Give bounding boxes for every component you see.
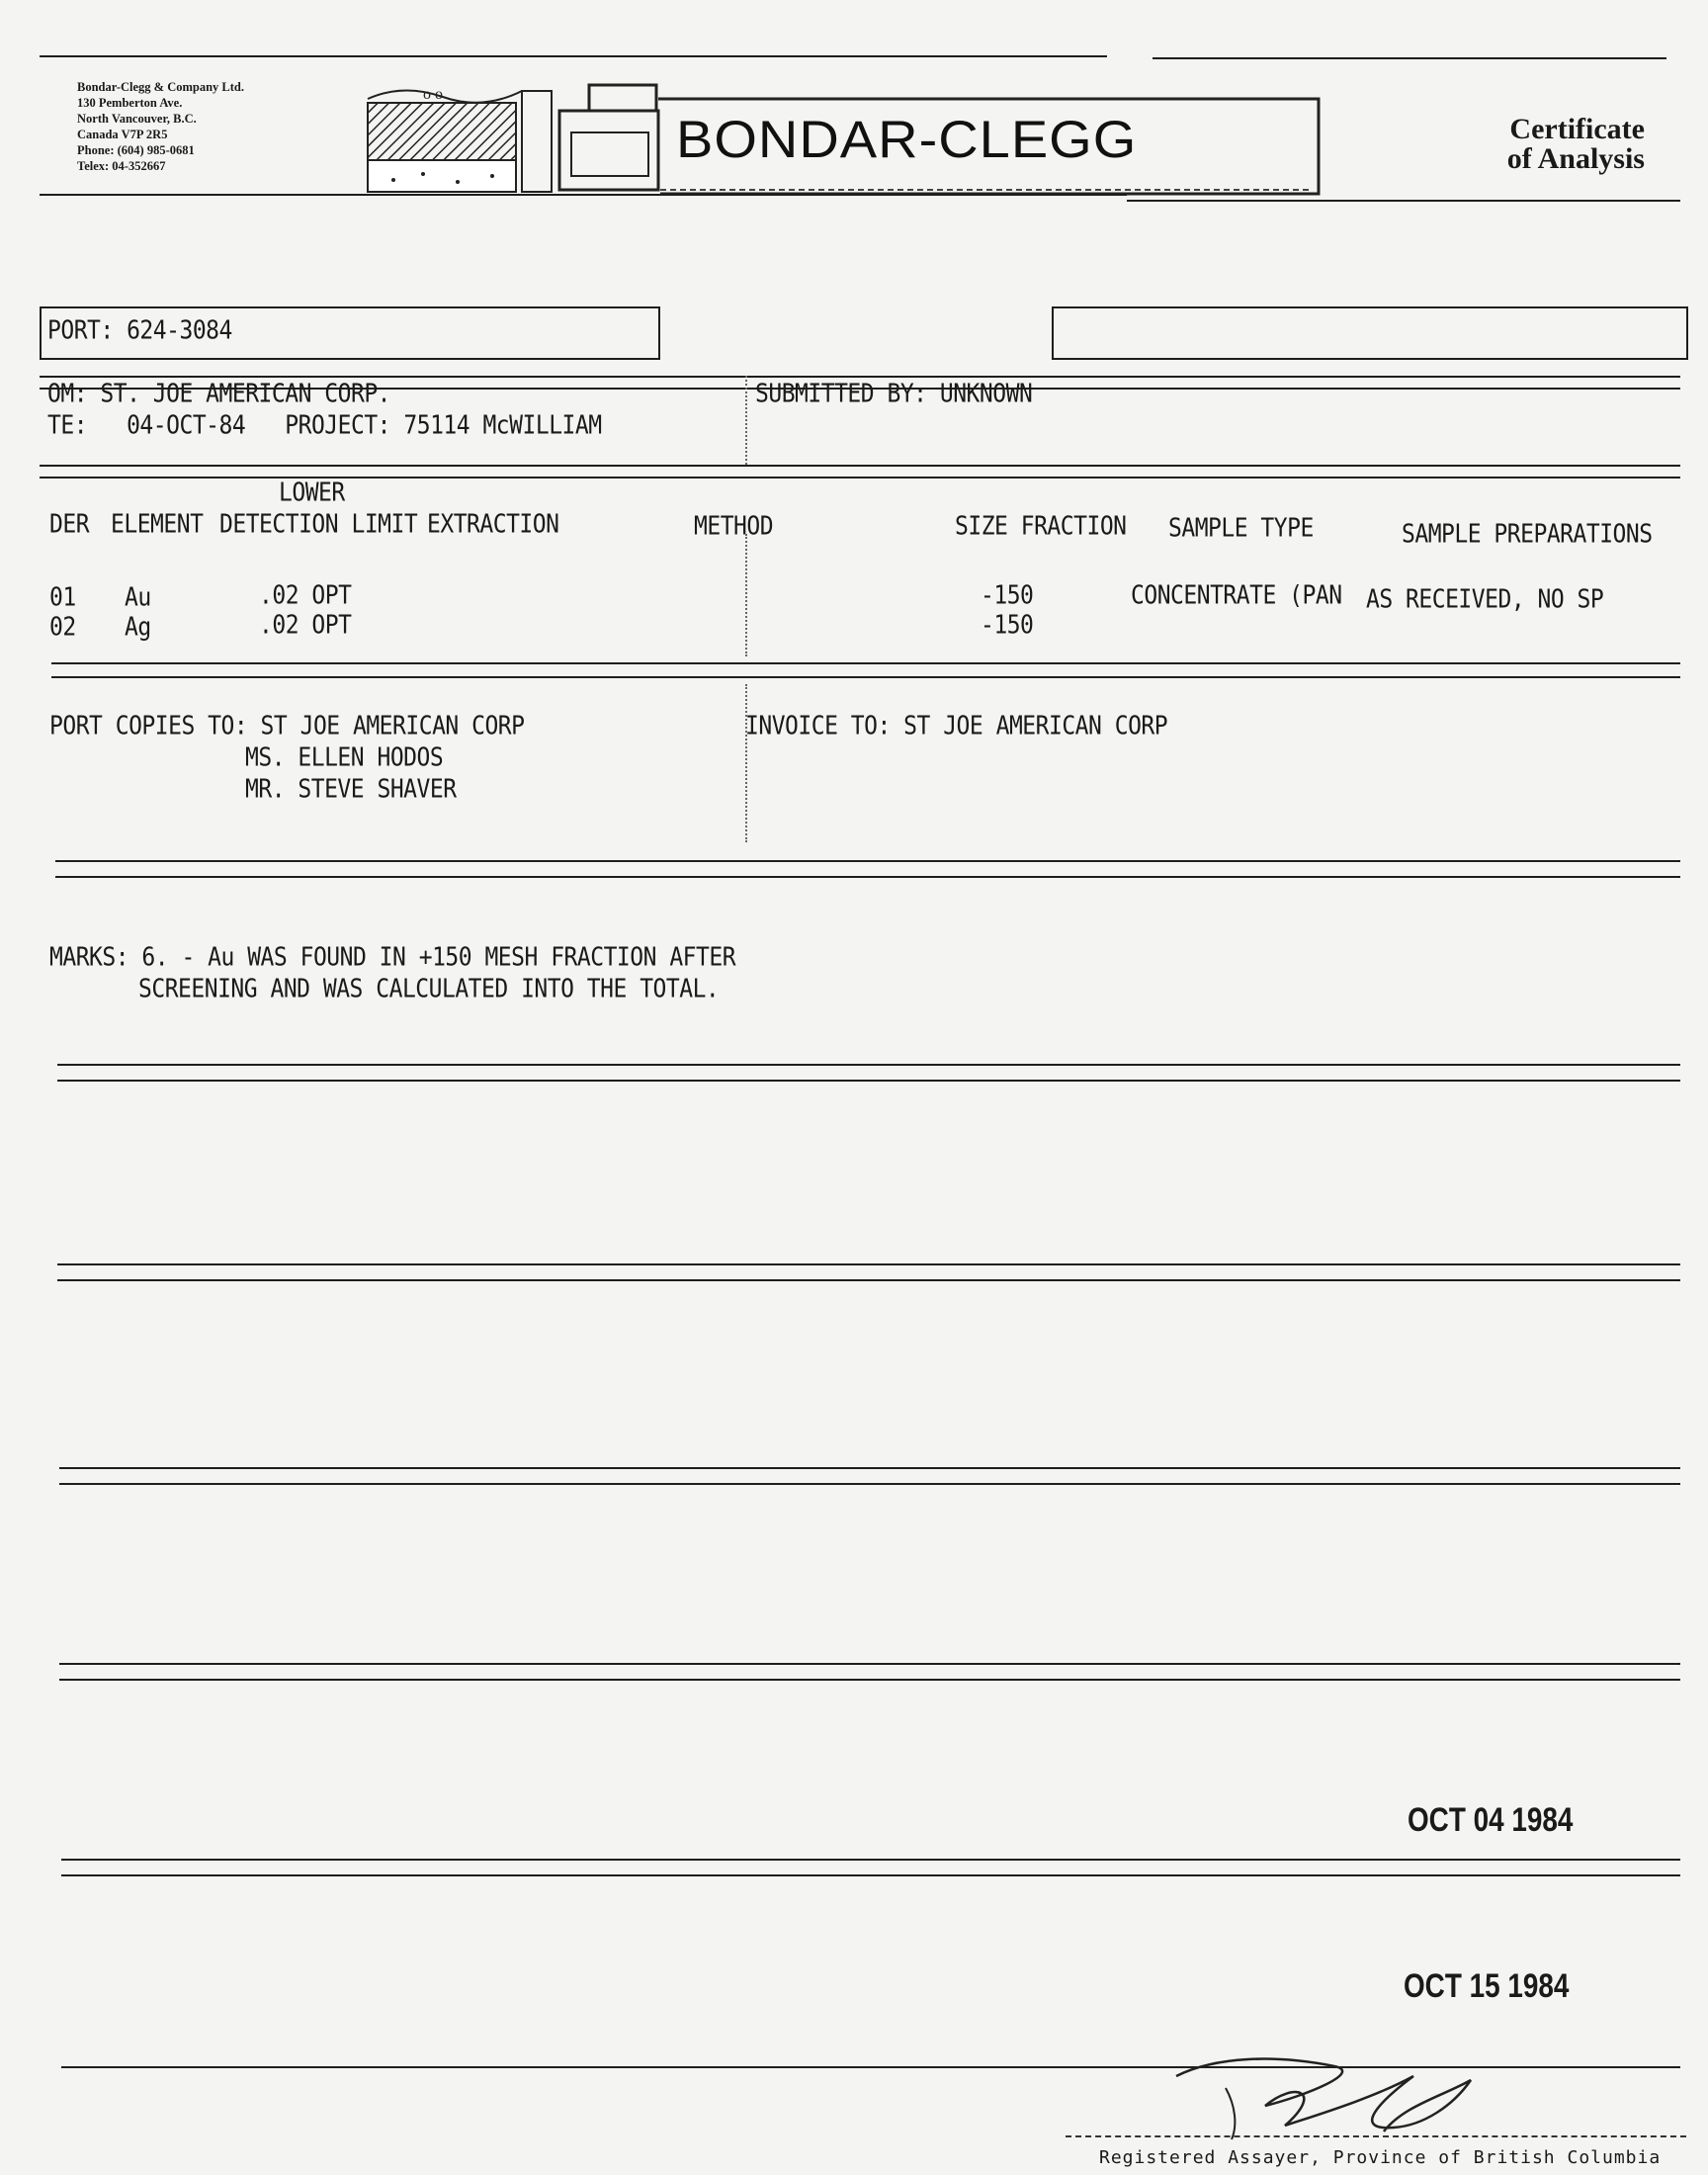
- section-rule: [61, 1859, 1680, 1861]
- remarks-line: MARKS: 6. - Au WAS FOUND IN +150 MESH FRACTION AFTER: [49, 943, 736, 973]
- col-size-fraction: SIZE FRACTION: [955, 512, 1127, 542]
- column-divider: [745, 376, 747, 465]
- section-rule: [57, 1263, 1680, 1265]
- row1-prep: AS RECEIVED, NO SP: [1366, 585, 1604, 615]
- report-copies-to: PORT COPIES TO: ST JOE AMERICAN CORP: [49, 712, 525, 741]
- section-rule: [55, 876, 1680, 878]
- top-rule-right: [1153, 57, 1666, 59]
- section-rule: [40, 465, 1680, 467]
- address-line: 130 Pemberton Ave.: [77, 96, 183, 110]
- col-method: METHOD: [694, 512, 774, 542]
- remarks-line: SCREENING AND WAS CALCULATED INTO THE TOTAL.: [138, 975, 720, 1004]
- address-line: Phone: (604) 985-0681: [77, 143, 195, 157]
- company-address: [77, 79, 244, 174]
- section-rule: [59, 1679, 1680, 1681]
- row1-size: -150: [981, 581, 1034, 611]
- brand-name: BONDAR-CLEGG: [676, 109, 1138, 169]
- report-number: PORT: 624-3084: [47, 316, 232, 346]
- svg-text:o o: o o: [423, 86, 443, 103]
- received-stamp: OCT 04 1984: [1408, 1801, 1574, 1839]
- column-divider: [745, 534, 747, 656]
- address-line: Canada V7P 2R5: [77, 128, 168, 141]
- document-title: [1507, 115, 1645, 174]
- header-rule: [40, 194, 1127, 196]
- section-rule: [40, 376, 1680, 378]
- column-divider: [745, 684, 747, 842]
- address-line: North Vancouver, B.C.: [77, 112, 197, 126]
- date-project-line: TE: 04-OCT-84 PROJECT: 75114 McWILLIAM: [47, 411, 602, 441]
- section-rule: [51, 676, 1680, 678]
- row2-size: -150: [981, 611, 1034, 641]
- title-line: Certificate: [1509, 113, 1645, 145]
- col-extraction: EXTRACTION: [427, 510, 559, 540]
- submitted-by: SUBMITTED BY: UNKNOWN: [755, 380, 1033, 409]
- col-sample-type: SAMPLE TYPE: [1168, 514, 1314, 544]
- row2-limit: .02 OPT: [259, 611, 352, 641]
- header-rule-right: [1127, 200, 1680, 202]
- col-order: DER: [49, 510, 90, 540]
- copy-recipient: MR. STEVE SHAVER: [245, 775, 457, 805]
- section-rule: [55, 860, 1680, 862]
- section-rule: [59, 1663, 1680, 1665]
- header-lower: LOWER: [279, 478, 345, 508]
- top-rule: [40, 55, 1107, 57]
- from-line: OM: ST. JOE AMERICAN CORP.: [47, 380, 391, 409]
- signature-line: [1066, 2135, 1686, 2137]
- title-line: of Analysis: [1506, 142, 1645, 175]
- assayer-signature: [1156, 2037, 1493, 2145]
- date-stamp: OCT 15 1984: [1404, 1967, 1570, 2005]
- section-rule: [51, 662, 1680, 664]
- section-rule: [57, 1279, 1680, 1281]
- address-line: Telex: 04-352667: [77, 159, 166, 173]
- row1-limit: .02 OPT: [259, 581, 352, 611]
- row2-order: 02: [49, 613, 76, 643]
- row1-element: Au: [125, 583, 151, 613]
- copy-recipient: MS. ELLEN HODOS: [245, 743, 444, 773]
- address-line: Bondar-Clegg & Company Ltd.: [77, 80, 244, 94]
- section-rule: [59, 1467, 1680, 1469]
- blank-box: [1052, 306, 1688, 360]
- row2-element: Ag: [125, 613, 151, 643]
- section-rule: [59, 1483, 1680, 1485]
- row1-order: 01: [49, 583, 76, 613]
- col-element: ELEMENT: [111, 510, 204, 540]
- section-rule: [61, 1874, 1680, 1876]
- col-sample-preparations: SAMPLE PREPARATIONS: [1402, 520, 1653, 550]
- col-detection-limit: DETECTION LIMIT: [219, 510, 418, 540]
- section-rule: [57, 1064, 1680, 1066]
- assayer-label: Registered Assayer, Province of British Columbia: [1099, 2147, 1662, 2168]
- invoice-to: INVOICE TO: ST JOE AMERICAN CORP: [745, 712, 1168, 741]
- row1-sample-type: CONCENTRATE (PAN: [1131, 581, 1342, 611]
- section-rule: [57, 1080, 1680, 1082]
